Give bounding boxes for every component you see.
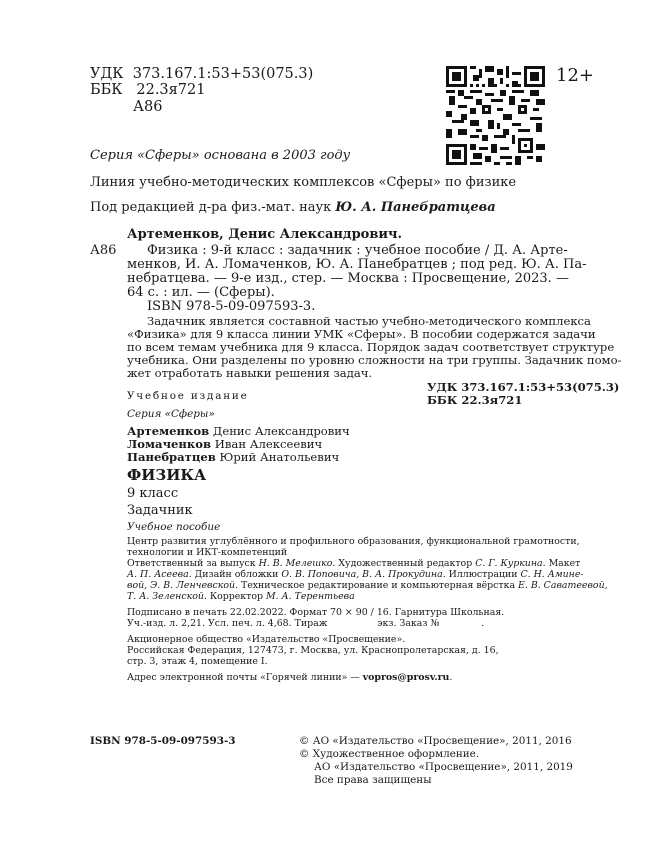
catalog-udk: УДК 373.167.1:53+53(075.3) [427, 380, 620, 394]
layout-label: Макет [548, 558, 581, 569]
publisher-line: Акционерное общество «Издательство «Просвещение». [127, 634, 406, 645]
order-number: экз. Заказ № [377, 618, 440, 629]
proof-label: Корректор [209, 591, 264, 602]
imprint-author [127, 451, 339, 464]
imprint-series: Серия «Сферы» [127, 408, 215, 420]
credits-line [127, 591, 355, 602]
illus-names: вой, Э. В. Ленчевской. [127, 580, 238, 591]
illus-names: С. Н. Амине- [520, 569, 584, 580]
author-given: Иван Алексеевич [214, 437, 323, 451]
catalog-isbn: ISBN 978-5-09-097593-3. [147, 299, 316, 314]
author-given: Денис Александрович [212, 424, 350, 438]
bbk-line [90, 82, 205, 98]
resp-label: Ответственный за выпуск [127, 558, 256, 569]
annotation-line: «Физика» для 9 класса линии УМК «Сферы». В пособии содержатся задачи [127, 327, 596, 341]
line-note: Линия учебно-методических комплексов «Сферы» по физике [90, 175, 517, 190]
center-line: технологии и ИКТ-компетенций [127, 547, 288, 558]
catalog-line: 64 с. : ил. — (Сферы). [127, 285, 275, 300]
copyright-line: АО «Издательство «Просвещение», 2011, 2019 [314, 761, 573, 773]
proof-name: М. А. Терентьева [266, 591, 355, 602]
copyright-line: Все права защищены [314, 774, 432, 786]
editor-prefix: Под редакцией д-ра физ.-мат. наук [90, 200, 332, 215]
print-line [127, 618, 484, 629]
annotation-line: учебника. Они разделены по уровню сложности на три группы. Задачник помо- [127, 353, 622, 367]
publisher-line: стр. 3, этаж 4, помещение I. [127, 656, 268, 667]
age-rating-badge: 12+ [556, 65, 594, 86]
resp-name: Н. В. Мелешко. [258, 558, 336, 569]
tech-names: Т. А. Зеленской. [127, 591, 207, 602]
bbk-label: ББК [90, 82, 123, 98]
publisher-line: Российская Федерация, 127473, г. Москва, ул. Краснопролетарская, д. 16, [127, 645, 499, 656]
art-label: Художественный редактор [338, 558, 473, 569]
copyright-line: © Художественное оформление. [299, 748, 480, 760]
credits-line [127, 558, 580, 569]
hotline-line [127, 672, 452, 683]
annotation-line: Задачник является составной частью учебно-методического комплекса [147, 314, 591, 328]
editor-note [90, 201, 496, 215]
credits-line [127, 569, 584, 580]
series-note: Серия «Сферы» основана в 2003 году [90, 148, 351, 163]
center-line: Центр развития углублённого и профильного образования, функциональной грамотности, [127, 536, 580, 547]
hotline-suffix: . [449, 672, 453, 683]
imprint-subtitle: Задачник [127, 503, 193, 518]
author-mark: А86 [133, 99, 163, 115]
tech-label: Техническое редактирование и компьютерная вёрстка [240, 580, 516, 591]
udk-label: УДК [90, 66, 124, 82]
author-surname: Панебратцев [127, 450, 216, 464]
author-surname: Ломаченков [127, 437, 212, 451]
print-line: Подписано в печать 22.02.2022. Формат 70 × 90 / 16. Гарнитура Школьная. [127, 607, 505, 618]
imprint-title: ФИЗИКА [127, 466, 207, 484]
layout-name: А. П. Асеева. [127, 569, 192, 580]
catalog-line: небратцева. — 9-е изд., стер. — Москва : Просвещение, 2023. — [127, 271, 569, 286]
edition-type: Учебное издание [127, 390, 249, 402]
catalog-line: Физика : 9-й класс : задачник : учебное пособие / Д. А. Арте- [147, 243, 568, 258]
bbk-value: 22.3я721 [136, 82, 206, 98]
cover-names: О. В. Поповича, В. А. Прокудина. [281, 569, 446, 580]
print-run: Уч.-изд. л. 2,21. Усл. печ. л. 4,68. Тираж [127, 618, 328, 629]
qr-code-icon [446, 66, 545, 165]
udk-value: 373.167.1:53+53(075.3) [132, 66, 314, 82]
annotation-line: по всем темам учебника для 9 класса. Порядок задач соответствует структуре [127, 340, 615, 354]
credits-line [127, 580, 608, 591]
catalog-bbk: ББК 22.3я721 [427, 393, 523, 407]
cover-label: Дизайн обложки [194, 569, 279, 580]
editor-name: Ю. А. Панебратцева [335, 200, 496, 215]
imprint-book-type: Учебное пособие [127, 521, 221, 533]
author-surname: Артеменков [127, 424, 210, 438]
catalog-mark: А86 [90, 243, 117, 258]
art-name: С. Г. Куркина. [475, 558, 546, 569]
order-dot: . [481, 618, 485, 629]
annotation-line: жет отработать навыки решения задач. [127, 366, 373, 380]
hotline-prefix: Адрес электронной почты «Горячей линии» — [127, 672, 360, 683]
imprint-grade: 9 класс [127, 486, 179, 501]
catalog-line: менков, И. А. Ломаченков, Ю. А. Панебратцев ; под ред. Ю. А. Па- [127, 257, 587, 272]
catalog-author-heading: Артеменков, Денис Александрович. [127, 227, 403, 242]
udk-line [90, 66, 313, 82]
hotline-email[interactable]: vopros@prosv.ru [362, 672, 450, 683]
tech-names: Е. В. Саватеевой, [518, 580, 608, 591]
author-given: Юрий Анатольевич [219, 450, 340, 464]
copyright-line: © АО «Издательство «Просвещение», 2011, 2016 [299, 735, 572, 747]
illus-label: Иллюстрации [448, 569, 518, 580]
footer-isbn: ISBN 978-5-09-097593-3 [90, 735, 236, 747]
